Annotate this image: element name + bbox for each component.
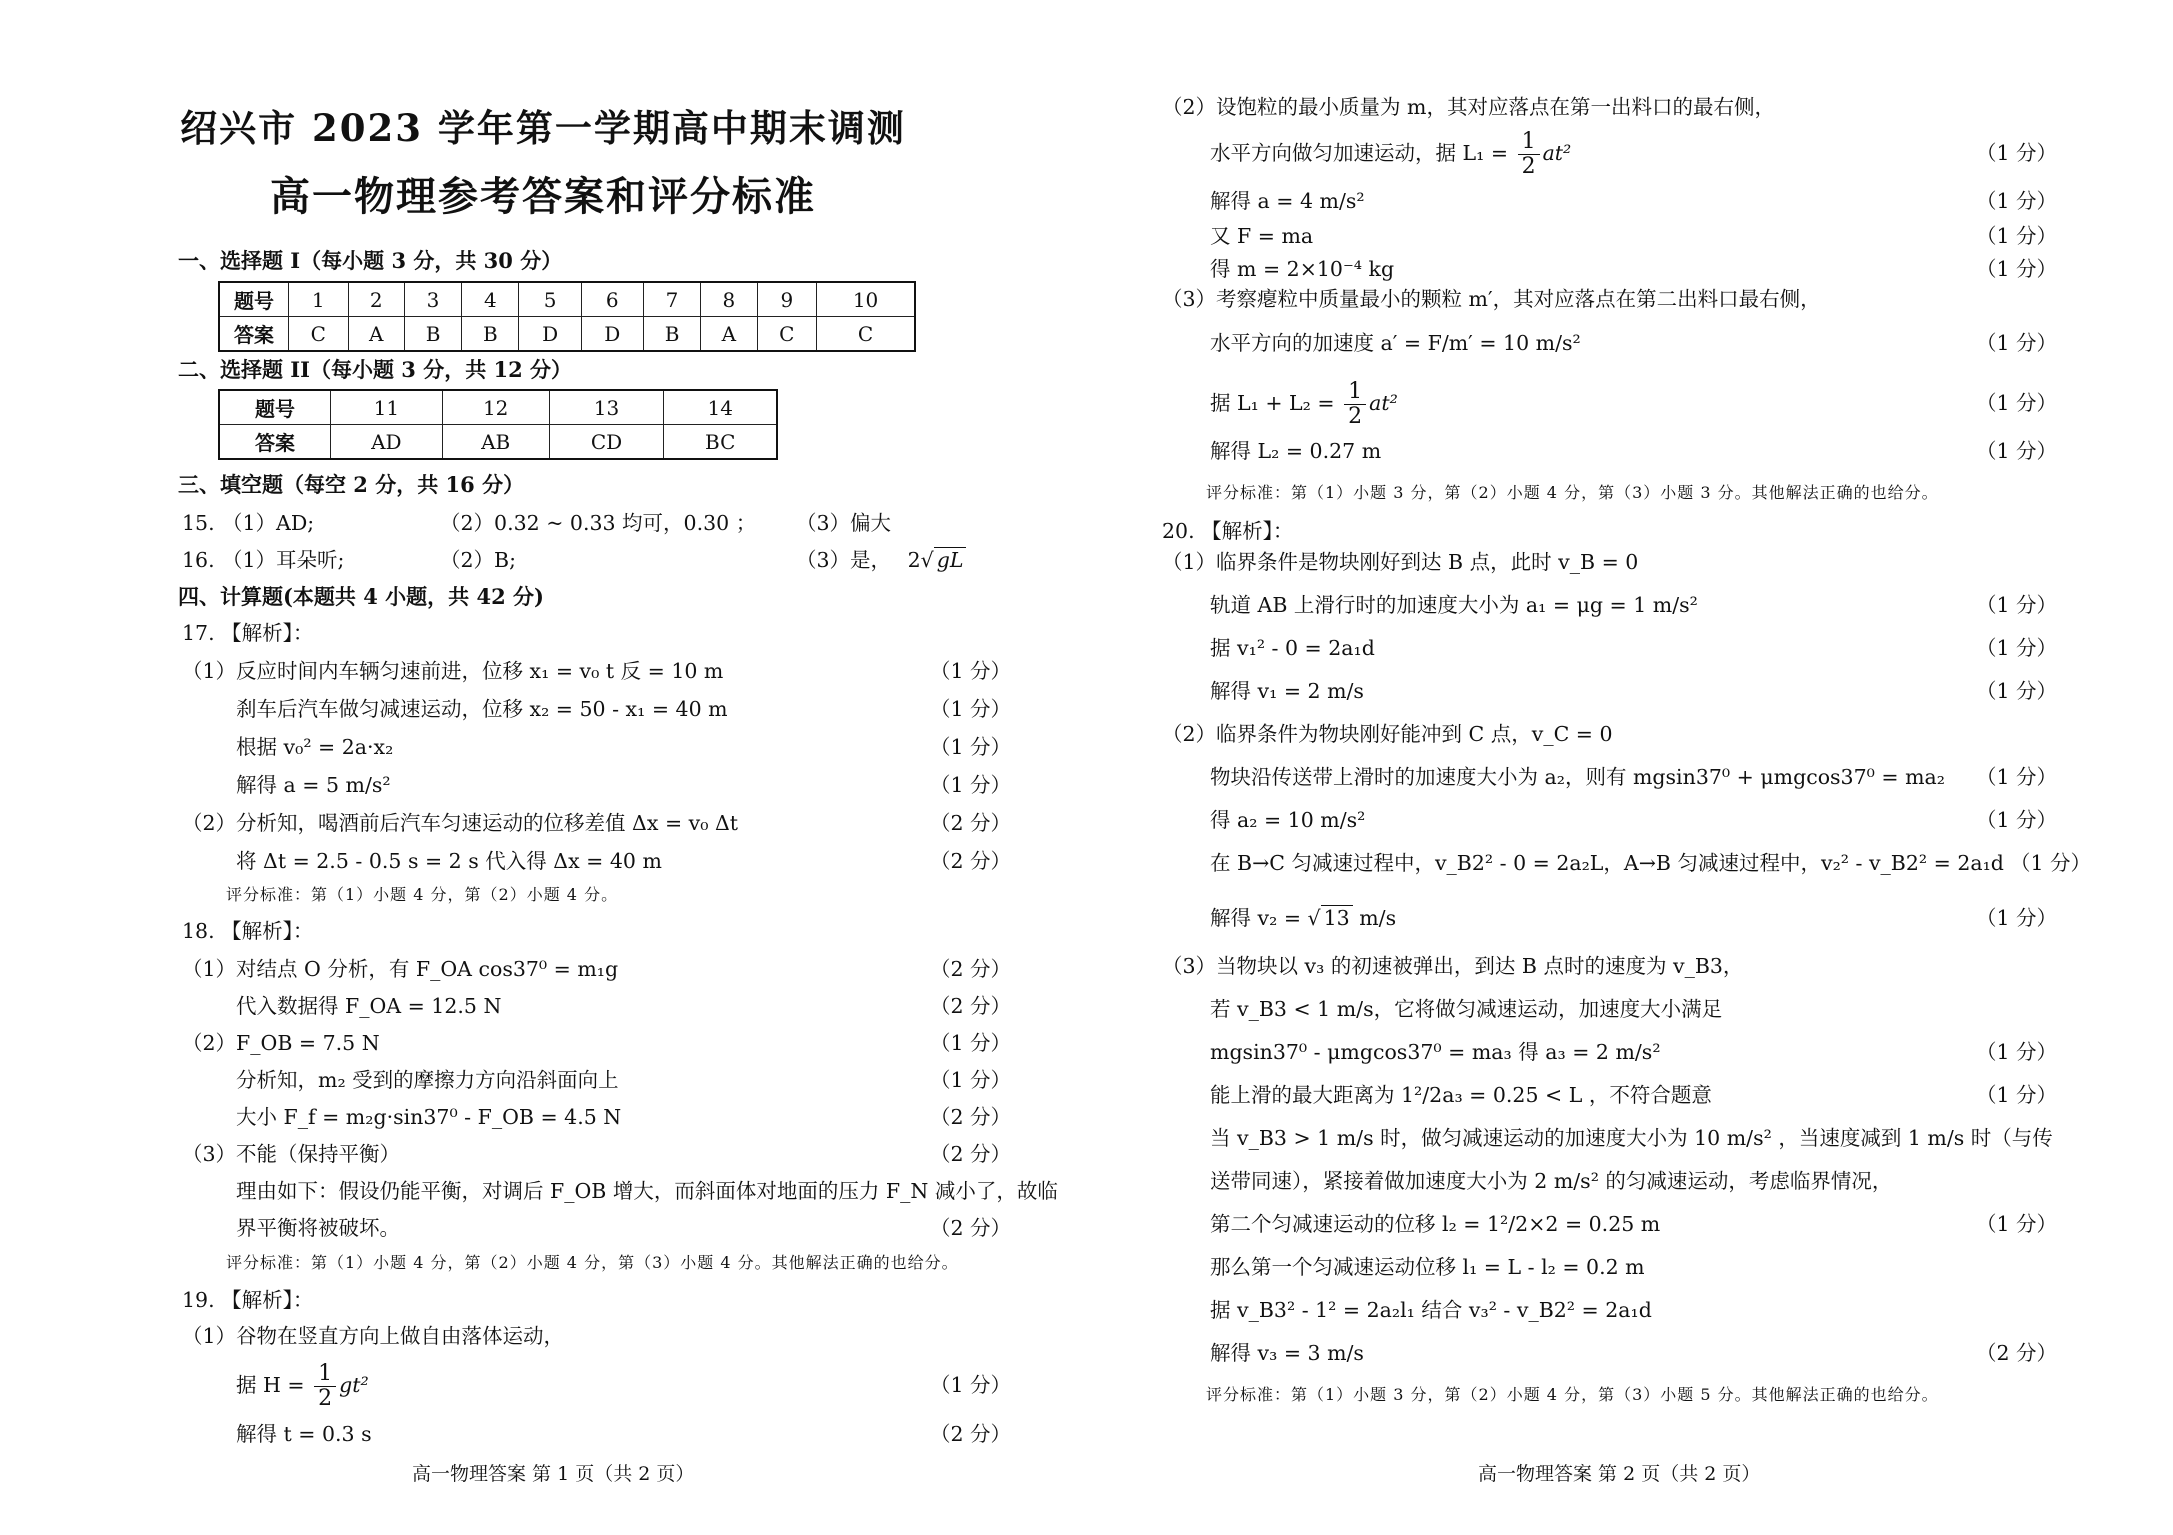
q18-line: （3）不能（保持平衡） [182, 1142, 401, 1166]
q20-line: 据 v₁² - 0 = 2a₁d [1210, 636, 1375, 660]
q18-line: 代入数据得 F_OA = 12.5 N [236, 994, 502, 1018]
q20-heading: 20. 【解析】： [1162, 519, 1294, 543]
q20-score: （1 分） [1976, 679, 2058, 703]
q18-line: 大小 F_f = m₂g·sin37⁰ - F_OB = 4.5 N [236, 1105, 622, 1129]
q17-score: （1 分） [930, 773, 1012, 797]
table-cell: AD [331, 425, 443, 460]
table-cell: B [462, 317, 519, 352]
table-cell: 1 [289, 282, 349, 317]
table-cell: C [817, 317, 915, 352]
q18-line: 分析知，m₂ 受到的摩擦力方向沿斜面向上 [236, 1068, 619, 1092]
section-3-title: 三、填空题（每空 2 分，共 16 分） [178, 472, 525, 497]
q19-formula-suffix: gt² [339, 1373, 369, 1397]
table-answer-label: 答案 [219, 317, 289, 352]
table-cell: 14 [664, 390, 777, 425]
table-cell: 4 [462, 282, 519, 317]
q20-line: 解得 v₁ = 2 m/s [1210, 679, 1364, 703]
q19-line: （3）考察瘪粒中质量最小的颗粒 m′，其对应落点在第二出料口最右侧， [1162, 287, 1821, 311]
q19-score: （1 分） [1976, 257, 2058, 281]
q18-line: （2）F_OB = 7.5 N [182, 1031, 380, 1055]
q19-score: （1 分） [1976, 439, 2058, 463]
table-answer-label: 答案 [219, 425, 331, 460]
q19-score: （1 分） [1976, 189, 2058, 213]
q20-score: （1 分） [1976, 765, 2058, 789]
q19-line: 水平方向的加速度 a′ = F/m′ = 10 m/s² [1210, 331, 1581, 355]
page-1 [0, 0, 1086, 1535]
q17-line: （1）反应时间内车辆匀速前进，位移 x₁ = v₀ t 反 = 10 m [182, 659, 724, 683]
q20-radicand: 13 [1321, 905, 1353, 930]
q17-line: （2）分析知，喝酒前后汽车匀速运动的位移差值 Δx = v₀ Δt [182, 811, 738, 835]
q18-score: （1 分） [930, 1031, 1012, 1055]
table-cell: 8 [701, 282, 757, 317]
q19-scoring-note: 评分标准：第（1）小题 3 分，第（2）小题 4 分，第（3）小题 3 分。其他解法正确的也给分。 [1206, 483, 1939, 502]
section-1-title: 一、选择题 I（每小题 3 分，共 30 分） [178, 248, 563, 273]
q20-line: （3）当物块以 v₃ 的初速被弹出，到达 B 点时的速度为 v_B3， [1162, 954, 1744, 978]
page-footer: 高一物理答案 第 1 页（共 2 页） [412, 1463, 695, 1485]
q19-formula-prefix: 据 L₁ + L₂ = [1210, 391, 1335, 415]
q20-line: 据 v_B3² - 1² = 2a₂l₁ 结合 v₃² - v_B2² = 2a₁d [1210, 1298, 1652, 1322]
answer-table-1 [218, 281, 916, 352]
q19-line: （2）设饱粒的最小质量为 m，其对应落点在第一出料口的最右侧， [1162, 95, 1775, 119]
q20-line: 物块沿传送带上滑时的加速度大小为 a₂，则有 mgsin37⁰ + μmgcos37⁰ = ma₂ [1210, 765, 1945, 789]
q20-score: （1 分） [1976, 1083, 2058, 1107]
q20-line: 那么第一个匀减速运动位移 l₁ = L - l₂ = 0.2 m [1210, 1255, 1645, 1279]
table-cell: B [404, 317, 461, 352]
q20-formula-prefix: 解得 v₂ = [1210, 906, 1302, 930]
table-cell: 7 [643, 282, 700, 317]
q20-formula-unit: m/s [1359, 906, 1397, 930]
q16-answer-3-label: （3）是， [796, 548, 892, 572]
q18-scoring-note: 评分标准：第（1）小题 4 分，第（2）小题 4 分，第（3）小题 4 分。其他解法正确的也给分。 [226, 1253, 959, 1272]
fraction-denominator: 2 [318, 1386, 333, 1411]
q19-line: （1）谷物在竖直方向上做自由落体运动， [182, 1324, 565, 1348]
q19-formula-prefix: 据 H = [236, 1373, 305, 1397]
fraction-numerator: 1 [1518, 130, 1540, 155]
q17-line: 解得 a = 5 m/s² [236, 773, 391, 797]
q20-score: （1 分） [1976, 1040, 2058, 1064]
table-cell: 3 [404, 282, 461, 317]
q15-answer-2: （2）0.32 ~ 0.33 均可，0.30 ； [440, 511, 757, 535]
table-cell: 12 [442, 390, 549, 425]
section-2-title: 二、选择题 II（每小题 3 分，共 12 分） [178, 357, 573, 382]
q20-line: （2）临界条件为物块刚好能冲到 C 点，v_C = 0 [1162, 722, 1613, 746]
q19-line: 解得 t = 0.3 s [236, 1422, 372, 1446]
table-cell: 10 [817, 282, 915, 317]
table-cell: 13 [549, 390, 664, 425]
q18-score: （2 分） [930, 1216, 1012, 1240]
q18-score: （1 分） [930, 1068, 1012, 1092]
table-cell: 2 [348, 282, 404, 317]
table-cell: D [581, 317, 643, 352]
fraction [314, 1362, 336, 1411]
q18-heading: 18. 【解析】： [182, 919, 314, 943]
fraction [1344, 380, 1366, 429]
fraction-numerator: 1 [1344, 380, 1366, 405]
q16-answer-2: （2）B; [440, 548, 517, 572]
q15-answer-3: （3）偏大 [796, 511, 892, 535]
table-header-label: 题号 [219, 282, 289, 317]
fraction-denominator: 2 [1348, 404, 1363, 429]
q19-line: 得 m = 2×10⁻⁴ kg [1210, 257, 1395, 281]
q20-score: （1 分） [1976, 808, 2058, 832]
q17-score: （1 分） [930, 697, 1012, 721]
q19-formula-suffix: at² [1542, 141, 1572, 165]
q19-score: （1 分） [1976, 224, 2058, 248]
q19-line: 解得 a = 4 m/s² [1210, 189, 1365, 213]
table-cell: 6 [581, 282, 643, 317]
q20-line: 送带同速），紧接着做加速度大小为 2 m/s² 的匀减速运动，考虑临界情况， [1210, 1169, 1893, 1193]
table-cell: C [289, 317, 349, 352]
q15-answer-1: （1）AD; [222, 511, 315, 535]
page-footer: 高一物理答案 第 2 页（共 2 页） [1478, 1463, 1761, 1485]
q20-score: （1 分） [1976, 593, 2058, 617]
q20-score: （1 分） [1976, 636, 2058, 660]
q17-score: （2 分） [930, 811, 1012, 835]
q18-line: （1）对结点 O 分析，有 F_OA cos37⁰ = m₁g [182, 957, 619, 981]
table-cell: BC [664, 425, 777, 460]
q20-line: 解得 v₃ = 3 m/s [1210, 1341, 1364, 1365]
q19-line: 解得 L₂ = 0.27 m [1210, 439, 1382, 463]
q18-score: （2 分） [930, 1105, 1012, 1129]
q20-line: 轨道 AB 上滑行时的加速度大小为 a₁ = μg = 1 m/s² [1210, 593, 1698, 617]
q20-line: （1）临界条件是物块刚好到达 B 点，此时 v_B = 0 [1162, 550, 1639, 574]
page-2 [1086, 0, 2173, 1535]
q17-score: （1 分） [930, 735, 1012, 759]
q15-number: 15. [182, 511, 215, 535]
q16-radicand: gL [936, 548, 964, 572]
table-cell: C [757, 317, 817, 352]
fraction-denominator: 2 [1521, 154, 1536, 179]
q19-score: （1 分） [1976, 331, 2058, 355]
q16-coefficient: 2 [907, 548, 921, 572]
q18-score: （2 分） [930, 994, 1012, 1018]
table-cell: B [643, 317, 700, 352]
q20-line: 当 v_B3 > 1 m/s 时，做匀减速运动的加速度大小为 10 m/s² ，当速度减到 1 m/s 时（与传 [1210, 1126, 2053, 1150]
table-cell: 5 [519, 282, 581, 317]
q19-formula-suffix: at² [1369, 391, 1398, 415]
q19-formula-L1L2 [1210, 378, 1398, 429]
q17-heading: 17. 【解析】： [182, 621, 314, 645]
q17-scoring-note: 评分标准：第（1）小题 4 分，第（2）小题 4 分。 [226, 885, 619, 904]
table-cell: 11 [331, 390, 443, 425]
table-cell: D [519, 317, 581, 352]
q19-score: （1 分） [1976, 141, 2058, 165]
q16-answer-3: （3）是， 2√ gL [796, 547, 966, 573]
q20-line: 若 v_B3 < 1 m/s，它将做匀减速运动，加速度大小满足 [1210, 997, 1723, 1021]
q19-formula-L1 [1210, 128, 1571, 179]
q19-heading: 19. 【解析】： [182, 1288, 314, 1312]
q20-score: （1 分） [1976, 1212, 2058, 1236]
q19-formula-H [236, 1360, 369, 1411]
table-cell: A [701, 317, 757, 352]
fraction [1518, 130, 1540, 179]
section-4-title: 四、计算题(本题共 4 小题，共 42 分) [178, 584, 544, 609]
doc-subtitle: 高一物理参考答案和评分标准 [270, 173, 816, 220]
answer-table-2 [218, 389, 778, 460]
q20-line: 得 a₂ = 10 m/s² [1210, 808, 1366, 832]
q19-formula-prefix: 水平方向做匀加速运动，据 L₁ = [1210, 141, 1509, 165]
q18-score: （2 分） [930, 1142, 1012, 1166]
q20-line: mgsin37⁰ - μmgcos37⁰ = ma₃ 得 a₃ = 2 m/s² [1210, 1040, 1661, 1064]
q17-line: 将 Δt = 2.5 - 0.5 s = 2 s 代入得 Δx = 40 m [236, 849, 662, 873]
q19-score: （1 分） [1976, 391, 2058, 415]
q20-scoring-note: 评分标准：第（1）小题 3 分，第（2）小题 4 分，第（3）小题 5 分。其他解法正确的也给分。 [1206, 1385, 1939, 1404]
q20-score: （1 分） [1976, 906, 2058, 930]
q16-answer-1: （1）耳朵听; [222, 548, 345, 572]
q18-line: 理由如下：假设仍能平衡，对调后 F_OB 增大，而斜面体对地面的压力 F_N 减小了，故临 [236, 1179, 1058, 1203]
table-cell: 9 [757, 282, 817, 317]
q17-score: （2 分） [930, 849, 1012, 873]
q20-score: （2 分） [1976, 1341, 2058, 1365]
q19-line: 又 F = ma [1210, 224, 1314, 248]
q17-score: （1 分） [930, 659, 1012, 683]
q20-formula-v2: 解得 v₂ = √ 13 m/s [1210, 906, 1397, 930]
doc-title: 绍兴市 2023 学年第一学期高中期末调测 [180, 106, 906, 150]
table-cell: CD [549, 425, 664, 460]
table-header-label: 题号 [219, 390, 331, 425]
q20-line: 在 B→C 匀减速过程中，v_B2² - 0 = 2a₂L，A→B 匀减速过程中，v₂² - v_B2² = 2a₁d [1210, 851, 2004, 875]
q20-score: （1 分） [2010, 851, 2092, 875]
q20-line: 能上滑的最大距离为 1²/2a₃ = 0.25 < L ，不符合题意 [1210, 1083, 1712, 1107]
fraction-numerator: 1 [314, 1362, 336, 1387]
q17-line: 刹车后汽车做匀减速运动，位移 x₂ = 50 - x₁ = 40 m [236, 697, 728, 721]
q18-line: 界平衡将被破坏。 [236, 1216, 400, 1240]
q18-score: （2 分） [930, 957, 1012, 981]
table-cell: AB [442, 425, 549, 460]
table-cell: A [348, 317, 404, 352]
q19-score: （2 分） [930, 1422, 1012, 1446]
q20-line: 第二个匀减速运动的位移 l₂ = 1²/2×2 = 0.25 m [1210, 1212, 1661, 1236]
q19-score: （1 分） [930, 1373, 1012, 1397]
q17-line: 根据 v₀² = 2a·x₂ [236, 735, 394, 759]
q16-number: 16. [182, 548, 215, 572]
